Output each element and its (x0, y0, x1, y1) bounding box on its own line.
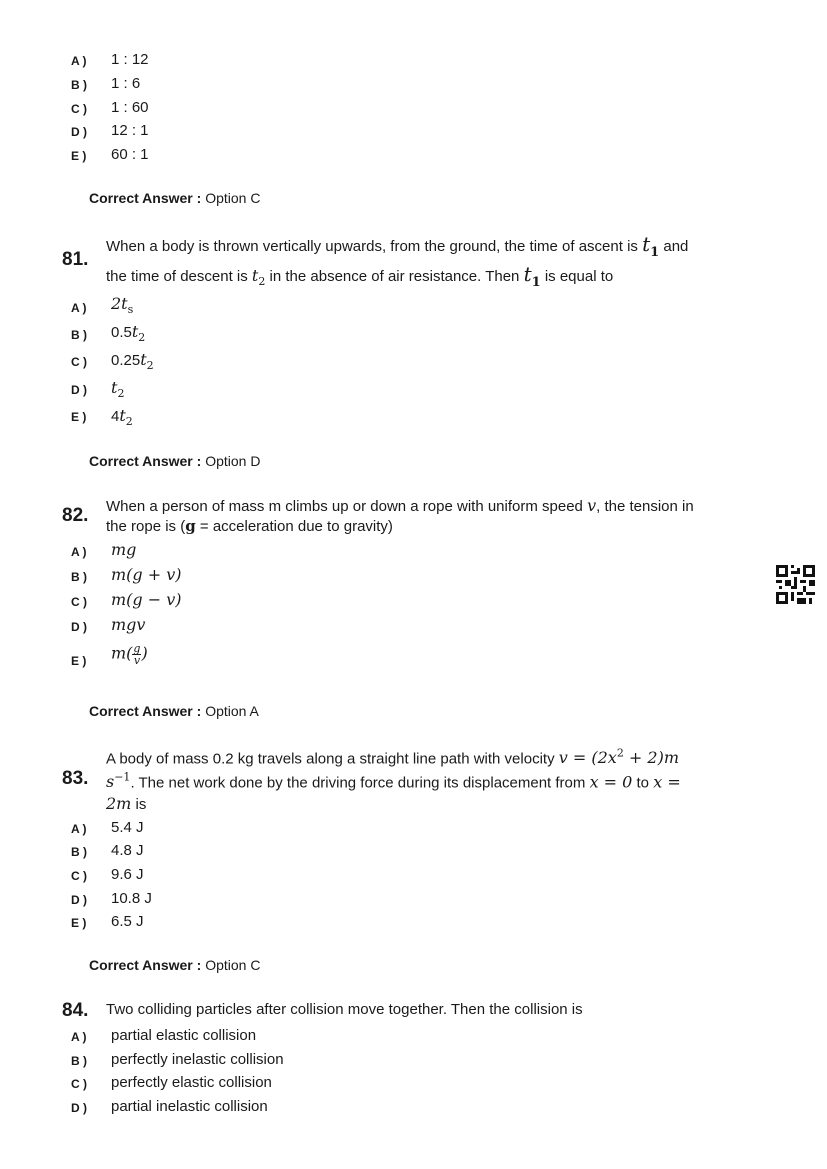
answer-value: Option A (205, 703, 259, 719)
t1-symbol: $t_1$ (642, 232, 660, 260)
option-label: E ) (71, 149, 87, 163)
q81-line2c: is equal to (544, 268, 614, 285)
option-text: $2t_s$ (111, 294, 134, 317)
q81-text-line1 (106, 232, 688, 260)
q83-number: 83. (62, 768, 89, 789)
option-text: $4t_2$ (111, 406, 133, 429)
option-text: $0.25t_2$ (111, 350, 154, 373)
answer-label: Correct Answer : (89, 453, 202, 469)
option-label: E ) (71, 654, 87, 668)
option-label: A ) (71, 1030, 87, 1044)
q83-line3: is (135, 796, 147, 813)
option-label: B ) (71, 78, 87, 92)
option-text: 9.6 J (111, 866, 144, 883)
option-text: 60 : 1 (111, 146, 149, 163)
s-inverse-unit: $s^{-1}$ (106, 771, 131, 792)
option-label: D ) (71, 125, 87, 139)
option-label: B ) (71, 570, 87, 584)
option-label: A ) (71, 301, 87, 315)
option-label: B ) (71, 845, 87, 859)
q83-text-line3 (106, 794, 146, 813)
q80-correct-answer (89, 190, 260, 206)
option-text: perfectly inelastic collision (111, 1051, 284, 1068)
option-label: C ) (71, 869, 87, 883)
q82-correct-answer (89, 703, 259, 719)
option-label: C ) (71, 102, 87, 116)
option-label: B ) (71, 1054, 87, 1068)
answer-value: Option C (205, 190, 261, 206)
option-label: C ) (71, 595, 87, 609)
option-text: 5.4 J (111, 819, 144, 836)
q83-line1: A body of mass 0.2 kg travels along a straight line path with velocity (106, 750, 555, 768)
q84-number: 84. (62, 1000, 89, 1021)
q82-line1a: When a person of mass m climbs up or down a rope with uniform speed (106, 498, 583, 515)
answer-label: Correct Answer : (89, 703, 202, 719)
answer-label: Correct Answer : (89, 957, 202, 973)
option-text: m(g + v) (111, 565, 182, 584)
q83-correct-answer (89, 957, 260, 973)
q81-correct-answer (89, 453, 260, 469)
option-text: partial inelastic collision (111, 1098, 268, 1115)
option-label: D ) (71, 1101, 87, 1115)
q82-number: 82. (62, 505, 89, 526)
q81-text-line2 (106, 262, 613, 290)
option-text: 1 : 6 (111, 75, 141, 92)
option-label: D ) (71, 893, 87, 907)
option-label: D ) (71, 383, 87, 397)
x-equals-0: x = 0 (589, 772, 633, 792)
option-label: A ) (71, 545, 87, 559)
q81-line1-end: and (663, 238, 689, 255)
t2-symbol: $t_2$ (251, 266, 266, 289)
v-symbol: v (587, 496, 597, 515)
option-text: mg (111, 540, 137, 559)
q82-line1b: , the tension in (596, 498, 694, 515)
answer-value: Option C (205, 957, 261, 973)
option-label: D ) (71, 620, 87, 634)
q83-line2b: to (636, 774, 650, 792)
option-text: $t_2$ (111, 378, 125, 401)
x-equals: x = (653, 772, 681, 792)
answer-label: Correct Answer : (89, 190, 202, 206)
qr-code-icon (776, 565, 815, 604)
q81-number: 81. (62, 249, 89, 270)
q82-line2a: the rope is ( (106, 518, 186, 535)
q84-text: Two colliding particles after collision move together. Then the collision is (106, 1001, 583, 1018)
option-text: 4.8 J (111, 842, 144, 859)
option-text: partial elastic collision (111, 1027, 257, 1044)
q82-text-line2 (106, 517, 393, 535)
option-text: 12 : 1 (111, 122, 149, 139)
option-label: E ) (71, 916, 87, 930)
option-text: m(g − v) (111, 590, 182, 609)
q81-line2a: the time of descent is (106, 268, 248, 285)
option-label: E ) (71, 410, 87, 424)
velocity-formula: $v = (2x^2 + 2)m$ (558, 747, 679, 768)
2m-symbol: 2m (106, 794, 132, 813)
option-label: A ) (71, 54, 87, 68)
option-text: 6.5 J (111, 913, 144, 930)
answer-value: Option D (205, 453, 261, 469)
option-text: perfectly elastic collision (111, 1074, 272, 1091)
option-label: A ) (71, 822, 87, 836)
q83-text-line2 (106, 771, 681, 791)
option-text: 1 : 12 (111, 51, 149, 68)
t1-symbol: $t_1$ (523, 262, 541, 290)
option-text: 1 : 60 (111, 99, 149, 116)
option-label: C ) (71, 1077, 87, 1091)
option-text: m( $\frac{g}{v}$ ) (111, 642, 148, 667)
option-label: C ) (71, 355, 87, 369)
option-text: mgv (111, 615, 146, 634)
option-text: $0.5t_2$ (111, 322, 146, 345)
q82-line2b: = acceleration due to gravity) (195, 518, 393, 535)
q83-line2a: . The net work done by the driving force during its displacement from (130, 774, 586, 792)
q81-line1-text: When a body is thrown vertically upwards, from the ground, the time of ascent is (106, 238, 638, 255)
q83-text-line1 (106, 747, 679, 767)
q81-line2b: in the absence of air resistance. Then (269, 268, 520, 285)
option-text: 10.8 J (111, 890, 152, 907)
option-label: B ) (71, 328, 87, 342)
q82-text-line1 (106, 496, 694, 515)
g-symbol: g (185, 517, 196, 535)
